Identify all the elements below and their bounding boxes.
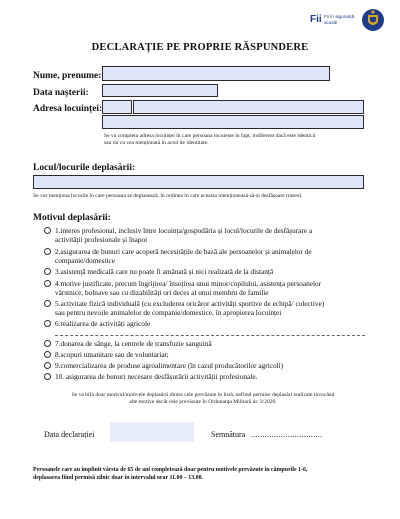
destination-note: Se vor menționa locurile în care persoana se deplasează, în ordinea în care aceasta intenționează să-și desfășoare traseul. (33, 193, 303, 199)
address-field-1[interactable] (102, 100, 132, 114)
age-restriction-note (33, 466, 378, 482)
reason-option-1[interactable] (55, 227, 312, 244)
reasons-footnote-line-2: alte motive decât cele prevăzute în Ordonanța Militară nr. 3/2020. (129, 399, 277, 405)
address-note-line-2: sau nu cu cea menționată în actul de identitate. (104, 140, 209, 146)
reason-radio-2[interactable] (44, 248, 51, 255)
reason-text-3a: 3.asistență medicală care nu poate fi amânată și nici realizată de la distanță (55, 267, 274, 276)
address-field-2[interactable] (133, 100, 364, 114)
reason-radio-6[interactable] (44, 320, 51, 327)
destination-field[interactable] (33, 175, 364, 189)
reason-radio-1[interactable] (44, 227, 51, 234)
page-title: DECLARAȚIE PE PROPRIE RĂSPUNDERE (91, 42, 309, 53)
reasons-label: Motivul deplasării: (33, 213, 111, 223)
birth-date-label: Data nașterii: (33, 88, 89, 98)
fii-logo-mark: Fii (310, 14, 322, 25)
address-note-line-1: Se va completa adresa locuinței în care persoana locuiește în fapt, indiferent dacă este identică (104, 133, 316, 139)
reason-text-5b: sau pentru nevoile animalelor de companie/domestice, în apropierea locuinței (55, 307, 282, 317)
reason-text-2b: companie/domestice (55, 255, 115, 265)
reason-radio-10[interactable] (44, 373, 51, 380)
reason-option-2[interactable] (55, 248, 312, 265)
reason-text-4a: 4.motive justificate, precum îngrijirea/ însoțirea unui minor/copilului, asistența persoanelor (55, 279, 322, 288)
reason-text-10a: 10. asigurarea de bunuri necesare desfășurării activității profesionale. (55, 372, 258, 381)
address-note (104, 133, 374, 147)
signature-line[interactable]: ............................... (251, 430, 323, 439)
reasons-divider (55, 335, 365, 336)
name-label: Nume, prenume: (33, 71, 102, 81)
reason-text-2a: 2.asigurarea de bunuri care acoperă necesitățile de bază ale persoanelor și animalelor de (55, 247, 312, 256)
reason-radio-4[interactable] (44, 280, 51, 287)
reason-radio-8[interactable] (44, 351, 51, 358)
reason-option-9[interactable] (55, 362, 283, 371)
reason-radio-9[interactable] (44, 362, 51, 369)
reason-option-10[interactable] (55, 373, 257, 382)
reason-text-6a: 6.realizarea de activități agricole (55, 319, 151, 328)
reason-text-5a: 5.activitate fizică individuală (cu excluderea oricăror activități sportive de echipă/ colective) (55, 299, 325, 308)
reason-radio-3[interactable] (44, 268, 51, 275)
name-field[interactable] (102, 66, 330, 81)
reason-text-1a: 1.interes profesional, inclusiv între locuința/gospodăria și locul/locurile de desfășurare a (55, 226, 313, 235)
fii-in-siguranta-logo (310, 11, 358, 33)
reasons-footnote (33, 392, 373, 406)
reason-radio-5[interactable] (44, 300, 51, 307)
signature-label: Semnătura (211, 430, 246, 439)
reason-option-4[interactable] (55, 280, 321, 297)
fii-logo-line2: acasă! (324, 20, 338, 25)
reason-option-8[interactable] (55, 351, 169, 360)
reason-radio-7[interactable] (44, 340, 51, 347)
address-field-3[interactable] (102, 115, 364, 129)
reason-text-7a: 7.donarea de sânge, la centrele de transfuzie sanguină (55, 339, 212, 348)
address-label: Adresa locuinței: (33, 104, 103, 114)
declaration-date-field[interactable] (110, 422, 194, 442)
reason-option-7[interactable] (55, 340, 212, 349)
declaration-date-label: Data declarației (44, 430, 95, 439)
age-restriction-line-2: deplasarea fiind permisă zilnic doar în intervalul orar 11.00 – 13.00. (33, 475, 204, 481)
reason-option-5[interactable] (55, 300, 324, 317)
destination-label: Locul/locurile deplasării: (33, 163, 136, 173)
coat-of-arms-icon (361, 7, 385, 33)
reasons-footnote-line-1: Se va bifa doar motivul/motivele deplasării dintre cele prevăzute în listă, nefiind permise deplasări realizate invocând (71, 392, 335, 398)
reason-text-9a: 9.comercializarea de produse agroalimentare (în cazul producătorilor agricoli) (55, 361, 284, 370)
reason-text-8a: 8.scopuri umanitare sau de voluntariat; (55, 350, 169, 359)
age-restriction-line-1: Persoanele care au împlinit vârsta de 65 de ani completează doar pentru motivele prevăzute în câmpurile 1-6, (33, 467, 308, 473)
reason-option-3[interactable] (55, 268, 273, 277)
fii-logo-line1: Fii în siguranță (324, 14, 355, 19)
reason-text-1b: activității profesionale și înapoi (55, 234, 148, 244)
reason-text-4b: vârstnice, bolnave sau cu dizabilități ori deces al unui membru de familie (55, 287, 269, 297)
reason-option-6[interactable] (55, 320, 150, 329)
birth-date-field[interactable] (102, 84, 218, 97)
